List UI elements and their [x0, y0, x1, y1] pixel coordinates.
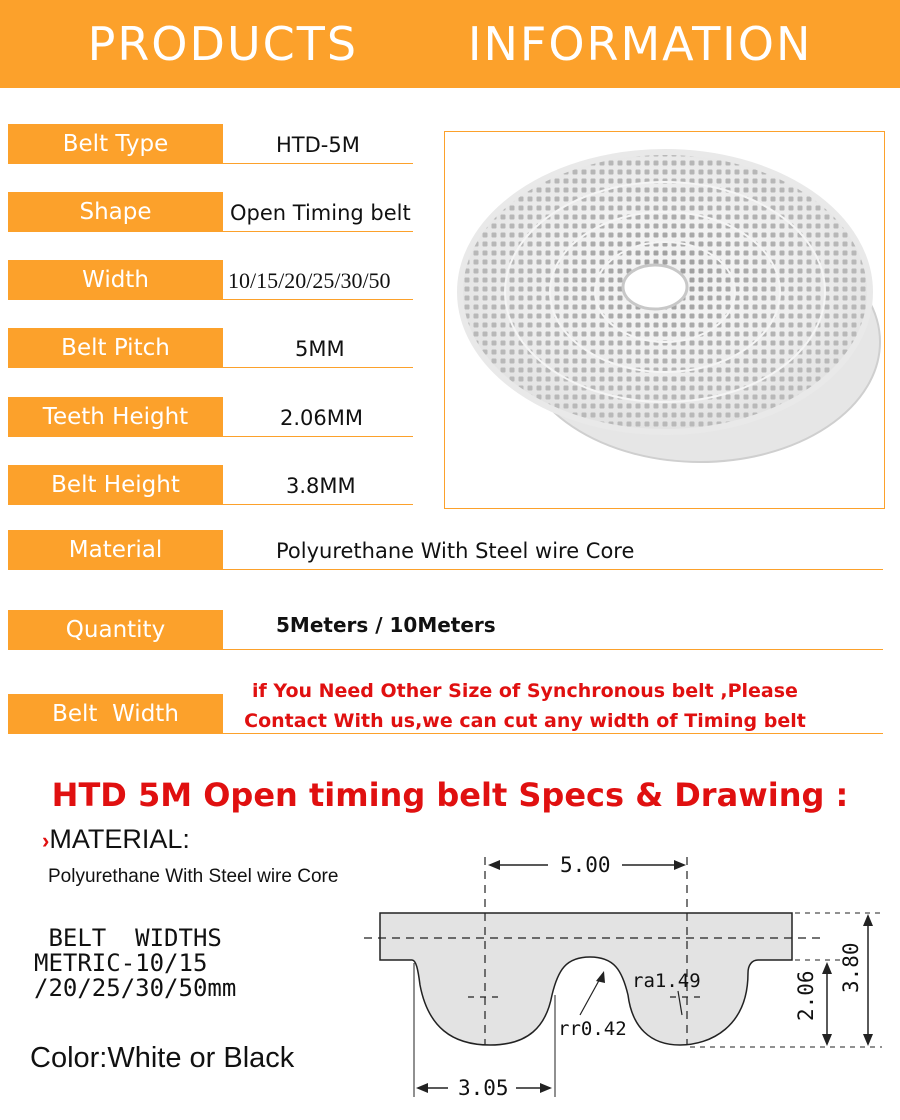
rr-dimension: rr0.42: [558, 1018, 627, 1040]
ra-dimension: ra1.49: [632, 970, 701, 992]
divider: [223, 299, 413, 300]
tooth-profile-drawing: [350, 845, 890, 1105]
divider: [223, 231, 413, 232]
spec-label: Belt Height: [8, 465, 223, 505]
divider: [223, 504, 413, 505]
spec-label: Width: [8, 260, 223, 300]
belt-widths-block: [34, 926, 236, 1001]
tooth-width-dimension: 3.05: [458, 1076, 509, 1100]
note-line: if You Need Other Size of Synchronous belt ,Please: [252, 680, 798, 702]
divider: [223, 569, 883, 570]
spec-label: Teeth Height: [8, 397, 223, 437]
spec-label: Belt Pitch: [8, 328, 223, 368]
divider: [223, 367, 413, 368]
spec-value: HTD-5M: [276, 133, 360, 157]
belt-coil-image: [445, 132, 884, 508]
spec-value: 2.06MM: [280, 406, 363, 430]
product-photo: [444, 131, 885, 509]
material-title-text: MATERIAL:: [49, 824, 190, 854]
chevron-right-icon: ›: [42, 828, 50, 853]
note-line: Contact With us,we can cut any width of Timing belt: [244, 710, 806, 732]
divider: [223, 163, 413, 164]
belt-height-dimension: 3.80: [839, 942, 863, 993]
page-title: PRODUCTS INFORMATION: [87, 17, 813, 71]
color-options: Color:White or Black: [30, 1042, 295, 1074]
spec-value: 5Meters / 10Meters: [276, 613, 496, 637]
custom-size-note: [235, 676, 815, 736]
pitch-dimension: 5.00: [560, 853, 611, 877]
tooth-height-dimension: 2.06: [794, 970, 818, 1021]
material-description: Polyurethane With Steel wire Core: [48, 866, 339, 887]
spec-label: Material: [8, 530, 223, 570]
spec-value: 3.8MM: [286, 474, 356, 498]
divider: [223, 436, 413, 437]
spec-value: 5MM: [295, 337, 345, 361]
divider: [223, 649, 883, 650]
drawing-heading: HTD 5M Open timing belt Specs & Drawing :: [51, 776, 849, 814]
widths-line: /20/25/30/50mm: [34, 974, 237, 1002]
spec-label: Belt Type: [8, 124, 223, 164]
material-title: [42, 824, 190, 855]
spec-label: Shape: [8, 192, 223, 232]
spec-label: Belt Width: [8, 694, 223, 734]
spec-value: Polyurethane With Steel wire Core: [276, 539, 635, 563]
header-banner: [0, 0, 900, 88]
spec-label: Quantity: [8, 610, 223, 650]
widths-line: BELT WIDTHS: [34, 924, 222, 952]
spec-value: 10/15/20/25/30/50: [228, 268, 391, 293]
spec-value: Open Timing belt: [230, 201, 411, 225]
widths-line: METRIC-10/15: [34, 949, 208, 977]
